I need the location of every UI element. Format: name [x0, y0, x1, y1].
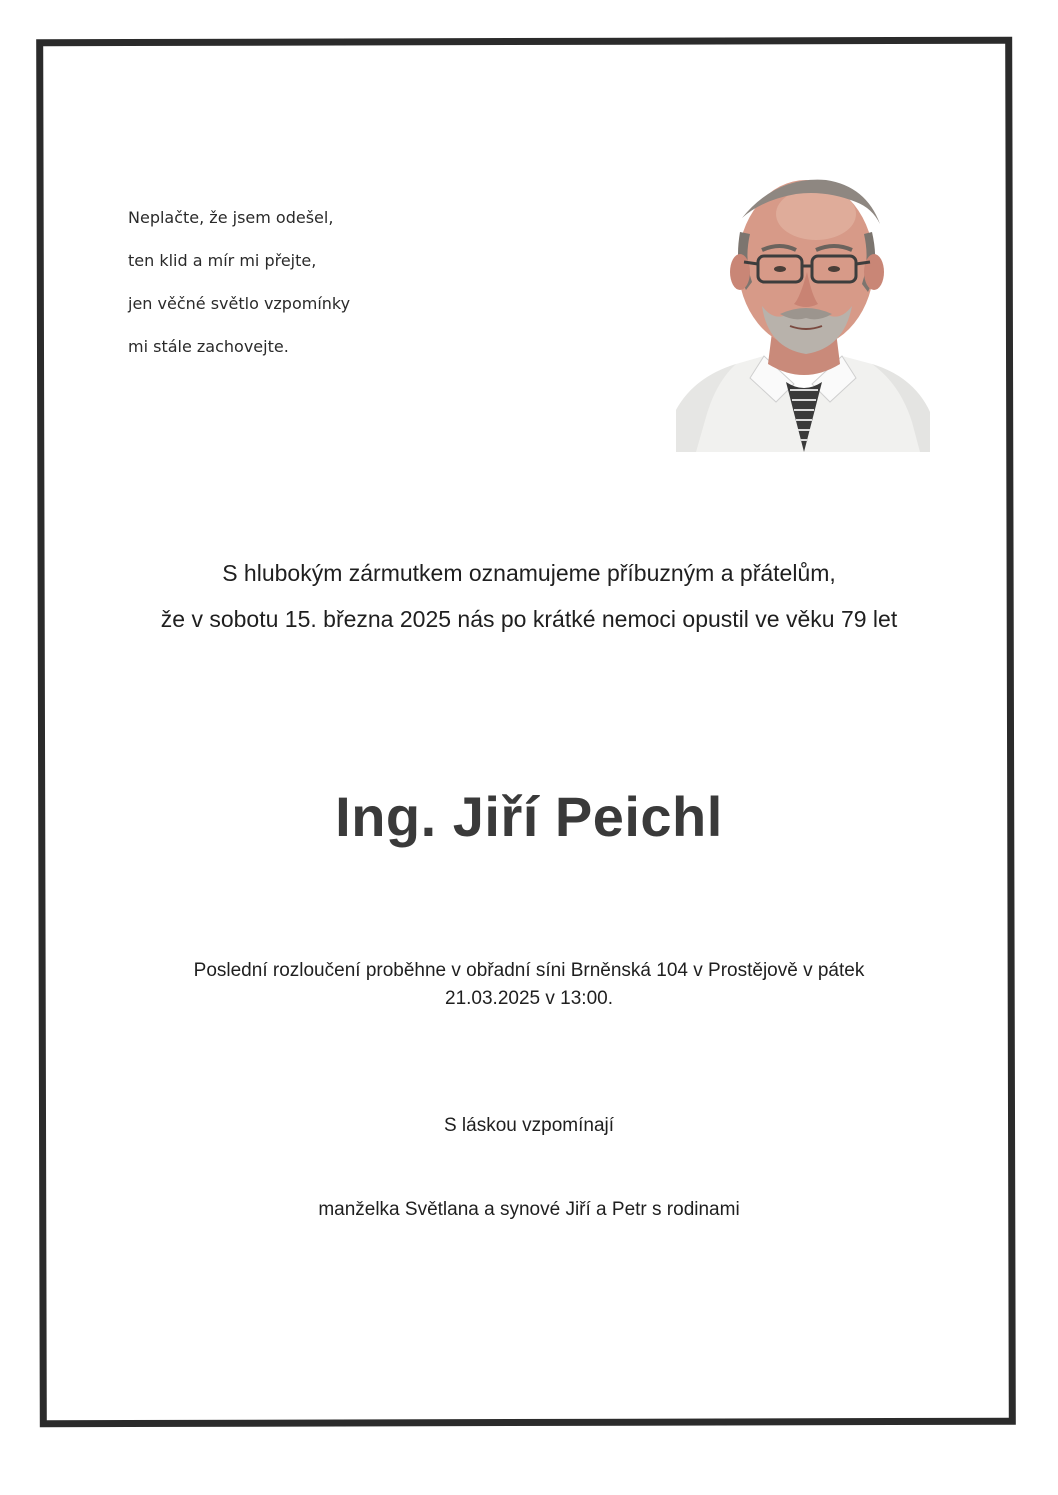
- farewell-line: 21.03.2025 v 13:00.: [445, 988, 613, 1009]
- deceased-name: Ing. Jiří Peichl: [335, 785, 723, 848]
- poem-line: mi stále zachovejte.: [128, 337, 289, 356]
- announcement-line: S hlubokým zármutkem oznamujeme příbuzným a přátelům,: [222, 560, 836, 586]
- poem: [128, 208, 350, 380]
- remembrance-text: S láskou vzpomínají: [443, 1115, 615, 1136]
- poem-line: ten klid a mír mi přejte,: [128, 251, 317, 270]
- poem-line: Neplačte, že jsem odešel,: [128, 208, 334, 227]
- poem-line: jen věčné světlo vzpomínky: [128, 294, 351, 313]
- family-signature: manželka Světlana a synové Jiří a Petr s rodinami: [318, 1199, 740, 1220]
- announcement-line: že v sobotu 15. března 2025 nás po krátké nemoci opustil ve věku 79 let: [160, 606, 898, 632]
- portrait-icon: [676, 172, 930, 452]
- farewell-line: Poslední rozloučení proběhne v obřadní síni Brněnská 104 v Prostějově v pátek: [193, 960, 865, 981]
- portrait-photo: [676, 172, 930, 452]
